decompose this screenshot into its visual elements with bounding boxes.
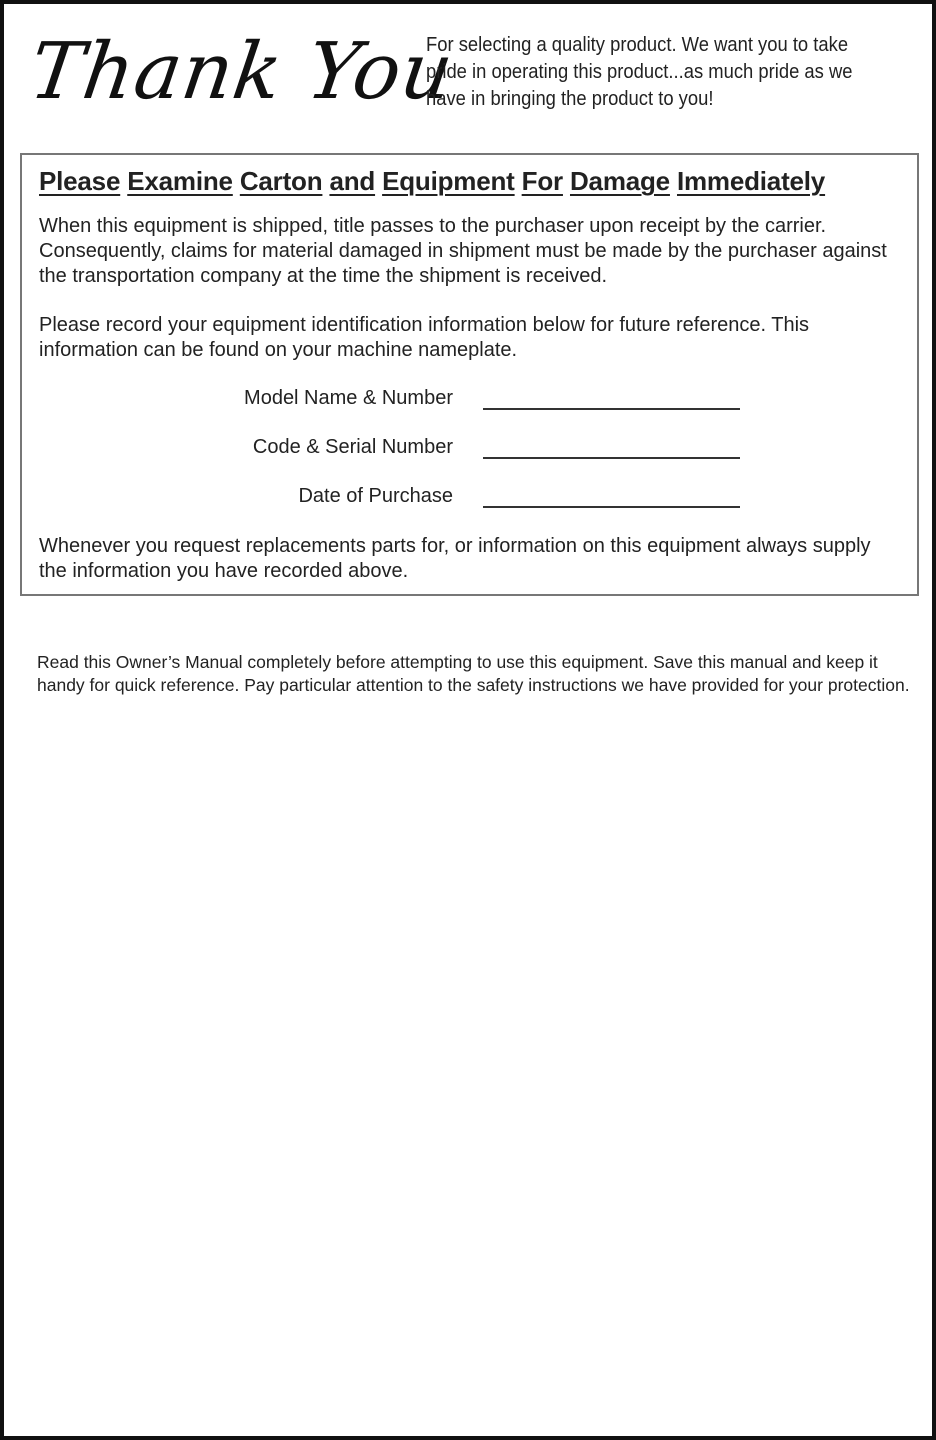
intro-text: For selecting a quality product. We want you to take pride in operating this product...as much pride as we have in bringing the product to you! [426, 34, 853, 110]
heading-word: Carton [239, 166, 323, 196]
replacement-parts-paragraph: Whenever you request replacements parts for, or information on this equipment always supply the information you have recorded above. [39, 535, 871, 582]
heading-word: and [329, 166, 376, 196]
purchase-date-blank[interactable] [483, 506, 740, 508]
heading-word: Damage [569, 166, 670, 196]
model-number-blank[interactable] [483, 408, 740, 410]
heading-word: For [521, 166, 563, 196]
shipping-claims-paragraph: When this equipment is shipped, title passes to the purchaser upon receipt by the carrier. Consequently, claims for material damaged in shipment must be made by the purchaser against the transportation company at the time the shipment is received. [39, 215, 887, 287]
record-info-paragraph: Please record your equipment identification information below for future reference. This information can be found on your machine nameplate. [39, 314, 810, 361]
model-number-row [22, 384, 921, 414]
thank-you-title: Thank You [24, 27, 460, 117]
heading-word: Immediately [676, 166, 826, 196]
serial-number-label: Code & Serial Number [252, 436, 453, 458]
model-number-label: Model Name & Number [244, 387, 453, 409]
purchase-date-row [22, 482, 921, 512]
damage-notice-box [20, 153, 919, 596]
heading-word: Please [39, 166, 121, 196]
owners-manual-note: Read this Owner’s Manual completely before attempting to use this equipment. Save this manual and keep it handy for quick reference. Pay particular attention to the safety instructions we have provided for your protection. [37, 652, 910, 695]
notice-heading [39, 165, 825, 197]
heading-word: Equipment [382, 166, 515, 196]
purchase-date-label: Date of Purchase [298, 485, 453, 507]
serial-number-row [22, 433, 921, 463]
heading-word: Examine [127, 166, 233, 196]
page-header [24, 24, 914, 124]
serial-number-blank[interactable] [483, 457, 740, 459]
